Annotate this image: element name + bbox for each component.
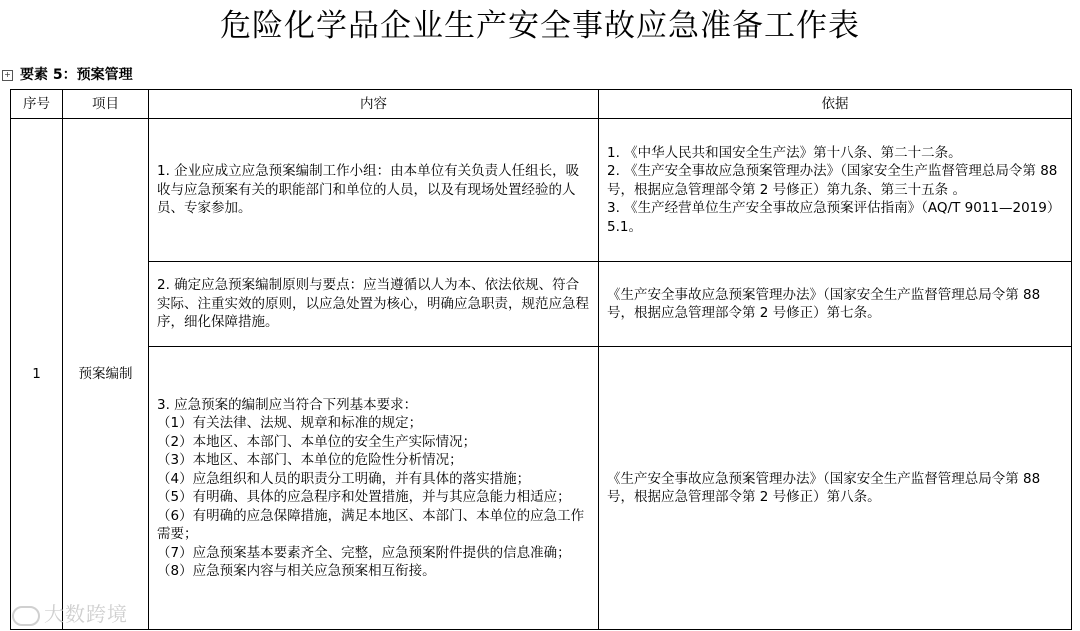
content-line: 2. 确定应急预案编制原则与要点：应当遵循以人为本、依法依规、符合实际、注重实效的原则，以应急处置为核心，明确应急职责，规范应急程序，细化保障措施。 [157, 277, 589, 331]
basis-cell [599, 262, 1072, 347]
document-title: 危险化学品企业生产安全事故应急准备工作表 [220, 8, 860, 44]
content-line: （8）应急预案内容与相关应急预案相互衔接。 [157, 563, 436, 579]
content-line: （6）有明确的应急保障措施，满足本地区、本部门、本单位的应急工作需要； [157, 507, 585, 542]
basis-cell [599, 347, 1072, 630]
header-seq: 序号 [11, 90, 63, 119]
content-line: （4）应急组织和人员的职责分工明确，并有具体的落实措施； [157, 470, 531, 487]
section-title: 要素 5：预案管理 [20, 67, 133, 83]
content-cell [149, 119, 599, 262]
content-line: （1）有关法律、法规、规章和标准的规定； [157, 415, 423, 431]
seq-value: 1 [32, 365, 41, 382]
basis-line: 1. 《中华人民共和国安全生产法》第十八条、第二十二条。 [607, 144, 962, 161]
header-content: 内容 [149, 90, 599, 119]
item-value: 预案编制 [78, 365, 133, 382]
table-header-row [11, 90, 1072, 119]
content-line: 3. 应急预案的编制应当符合下列基本要求： [157, 396, 418, 413]
basis-line: 《生产安全事故应急预案管理办法》（国家安全生产监督管理总局令第 88 号，根据应急管理部令第 2 号修正）第八条。 [607, 470, 1041, 505]
content-cell [149, 262, 599, 347]
content-line: 1. 企业应成立应急预案编制工作小组：由本单位有关负责人任组长，吸收与应急预案有关的职能部门和单位的人员，以及有现场处置经验的人员、专家参加。 [157, 163, 580, 217]
content-line: （3）本地区、本部门、本单位的危险性分析情况； [157, 452, 463, 468]
basis-line: 2. 《生产安全事故应急预案管理办法》（国家安全生产监督管理总局令第 88 号，根据应急管理部令第 2 号修正）第九条、第三十五条 。 [607, 163, 1058, 198]
content-line: （5）有明确、具体的应急程序和处置措施，并与其应急能力相适应； [157, 489, 571, 505]
content-line: （7）应急预案基本要素齐全、完整，应急预案附件提供的信息准确； [157, 544, 571, 561]
header-item: 项目 [63, 90, 149, 119]
watermark-logo-icon [12, 606, 40, 626]
basis-cell [599, 119, 1072, 262]
table-row [11, 347, 1072, 630]
item-cell [63, 119, 149, 630]
basis-line: 3. 《生产经营单位生产安全事故应急预案评估指南》（AQ/T 9011—2019）5.1。 [607, 200, 1061, 235]
header-basis: 依据 [599, 90, 1072, 119]
basis-line: 《生产安全事故应急预案管理办法》（国家安全生产监督管理总局令第 88 号，根据应急管理部令第 2 号修正）第七条。 [607, 286, 1041, 321]
content-line: （2）本地区、本部门、本单位的安全生产实际情况； [157, 433, 477, 450]
table-row [11, 119, 1072, 262]
content-cell [149, 347, 599, 630]
seq-cell [11, 119, 63, 630]
table-row [11, 262, 1072, 347]
watermark [12, 598, 128, 627]
watermark-text: 大数跨境 [44, 602, 128, 626]
table-anchor-icon[interactable]: + [2, 70, 13, 81]
preparation-table [10, 89, 1072, 630]
